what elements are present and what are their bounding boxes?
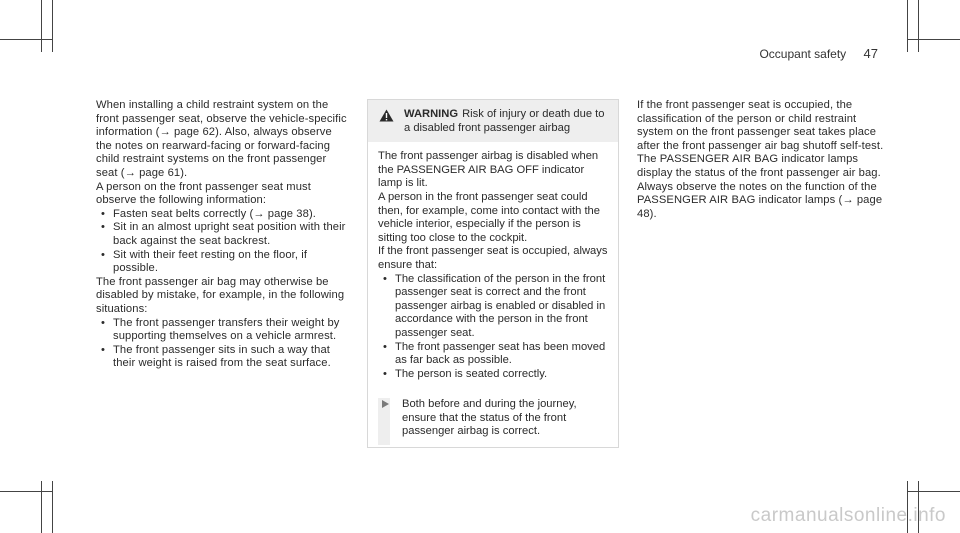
warning-label: WARNING — [404, 108, 459, 120]
page-number: 47 — [863, 46, 878, 61]
warning-box — [367, 99, 619, 448]
paragraph: The front passenger air bag may otherwise be disabled by mistake, for example, in the following situations: — [96, 275, 345, 315]
list-item: • The person is seated correctly. — [378, 368, 608, 382]
list-item: • The classification of the person in the front passenger seat is correct and the front passenger airbag is enabled or disabled in accordance with the person in the front passenger seat. — [378, 273, 608, 341]
paragraph: If the front passenger seat is occupied, the classification of the person or child restraint system on the front passenger seat takes place after the front passenger air bag shutoff self-test. The PASSENGER AIR BAG indicator lamps display the status of the front passenger air bag. — [637, 99, 884, 179]
paragraph: A person in the front passenger seat could then, for example, come into contact with the vehicle interior, especially if the person is sitting too close to the cockpit. — [378, 190, 601, 244]
bullet-list — [96, 208, 348, 276]
left-column — [96, 99, 348, 371]
paragraph: The front passenger airbag is disabled when the PASSENGER AIR BAG OFF indicator lamp is lit. — [378, 150, 599, 190]
paragraph: If the front passenger seat is occupied, always ensure that: — [378, 245, 608, 271]
list-item: • Fasten seat belts correctly (→ page 38). — [96, 208, 348, 222]
action-arrow-icon — [382, 400, 389, 408]
list-item: • Sit with their feet resting on the floor, if possible. — [96, 249, 348, 276]
paragraph: When installing a child restraint system on the front passenger seat, observe the vehicle-specific information (→ page 62). Also, always observe the notes on rearward-facing or forward-facing child restraint systems on the front passenger seat (→ page 61). — [96, 99, 347, 179]
paragraph: Always observe the notes on the function of the PASSENGER AIR BAG indicator lamps (→ page 48). — [637, 180, 883, 220]
warning-body — [368, 142, 618, 439]
action-text: Both before and during the journey, ensure that the status of the front passenger airbag is correct. — [402, 398, 577, 438]
warning-header — [368, 100, 618, 142]
watermark: carmanualsonline.info — [750, 505, 946, 526]
paragraph: A person on the front passenger seat must observe the following information: — [96, 180, 311, 207]
list-item: • The front passenger transfers their weight by supporting themselves on a vehicle armrest. — [96, 317, 348, 344]
bullet-list — [96, 317, 348, 371]
right-column — [637, 99, 887, 221]
bullet-list — [378, 273, 608, 382]
page-header — [759, 46, 878, 61]
list-item: • Sit in an almost upright seat position with their back against the seat backrest. — [96, 221, 348, 248]
list-item: • The front passenger sits in such a way that their weight is raised from the seat surface. — [96, 344, 348, 371]
action-step — [378, 398, 608, 439]
warning-triangle-icon — [379, 109, 394, 127]
section-title: Occupant safety — [759, 47, 847, 61]
warning-title: Risk of injury or death due to a disabled front passenger airbag — [404, 108, 605, 134]
list-item: • The front passenger seat has been moved as far back as possible. — [378, 341, 608, 368]
